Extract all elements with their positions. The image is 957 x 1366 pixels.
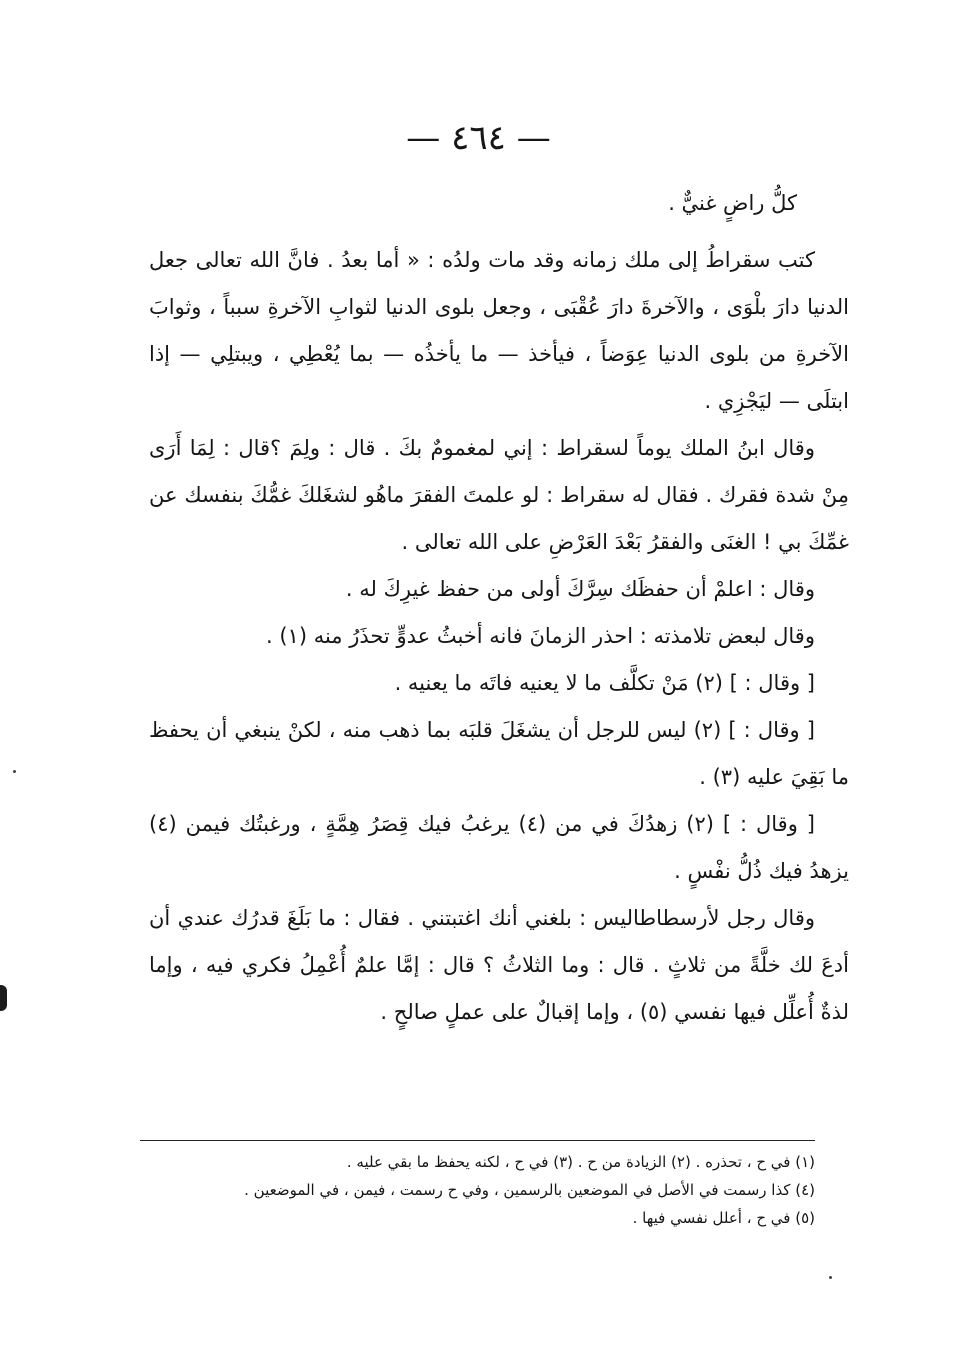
- main-text: [149, 180, 849, 1036]
- footnote-line: (١) في ح ، تحذره . (٢) الزيادة من ح . (٣) في ح ، لكنه يحفظ ما بقي عليه .: [346, 1153, 815, 1171]
- scan-speck: [13, 770, 16, 773]
- paragraph: [ وقال : ] (٢) مَنْ تكلَّف ما لا يعنيه فاتَه ما يعنيه .: [394, 671, 815, 695]
- footnotes: [140, 1148, 815, 1232]
- paragraph: [ وقال : ] (٢) زهدُكَ في من (٤) يرغبُ فيك قِصَرُ هِمَّةٍ ، ورغبتُك فيمن (٤) يزهدُ فيك ذُلُّ نفْسٍ .: [149, 812, 849, 883]
- paragraph: وقال لبعض تلامذته : احذر الزمانَ فانه أخبثُ عدوٍّ تحذَرُ منه (١) .: [266, 624, 815, 648]
- page-number: — ٤٦٤ —: [406, 118, 551, 158]
- scan-speck: [829, 1276, 832, 1279]
- paragraph: وقال : اعلمْ أن حفظَك سِرَّكَ أولى من حفظ غيرِكَ له .: [345, 577, 815, 601]
- paragraph: وقال رجل لأرسطاطاليس : بلغني أنك اغتبتني . فقال : ما بَلَغَ قدرُك عندي أن أدعَ لك خلَّةً من ثلاثٍ . قال : وما الثلاثُ ؟ قال : إمَّا علمٌ أُعْمِلُ فكري فيه ، وإما لذةٌ أُعلِّل فيها نفسي (٥) ، وإما إقبالٌ على عملٍ صالحٍ .: [149, 906, 849, 1024]
- paragraph: كتب سقراطُ إلى ملك زمانه وقد مات ولدُه : « أما بعدُ . فانَّ الله تعالى جعل الدنيا دارَ بلْوَى ، والآخرةَ دارَ عُقْبَى ، وجعل بلوى الدنيا لثوابِ الآخرةِ سبباً ، وثوابَ الآخرةِ من بلوى الدنيا عِوَضاً ، فيأخذ — ما يأخذُه — بما يُعْطِي ، ويبتلِي — إذا ابتلَى — ليَجْزِي .: [149, 248, 849, 413]
- scan-edge-mark: [0, 985, 7, 1011]
- paragraph: [ وقال : ] (٢) ليس للرجل أن يشغَلَ قلبَه بما ذهب منه ، لكنْ ينبغي أن يحفظ ما بَقِيَ عليه (٣) .: [149, 718, 849, 789]
- footnote-divider: [140, 1140, 815, 1141]
- footnote-line: (٤) كذا رسمت في الأصل في الموضعين بالرسمين ، وفي ح رسمت ، فيمن ، في الموضعين .: [244, 1181, 815, 1199]
- footnote-line: (٥) في ح ، أعلل نفسي فيها .: [632, 1209, 815, 1227]
- paragraph: وقال ابنُ الملك يوماً لسقراط : إني لمغمومٌ بكَ . قال : ولِمَ ؟قال : لِمَا أَرَى مِنْ شدة فقرك . فقال له سقراط : لو علمتَ الفقرَ ماهُو لشغَلكَ غمُّكَ بنفسك عن غمِّكَ بي ! الغنَى والفقرُ بَعْدَ العَرْضِ على الله تعالى .: [149, 436, 849, 554]
- paragraph: كلُّ راضٍ غنيٌّ .: [668, 191, 797, 215]
